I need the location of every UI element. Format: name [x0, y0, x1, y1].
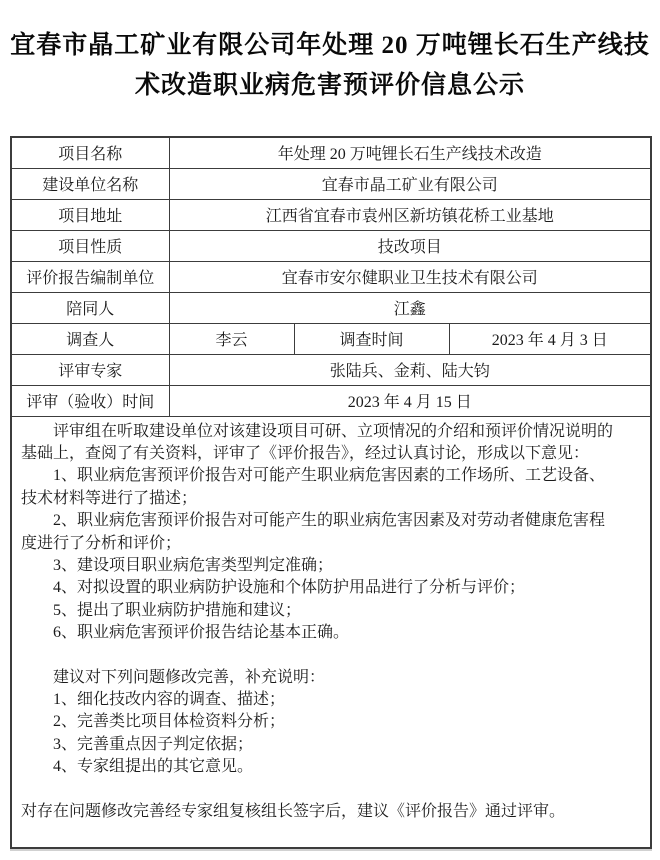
table-row — [11, 137, 651, 168]
row-label: 评审（验收）时间 — [11, 385, 169, 416]
survey-time-label: 调查时间 — [294, 323, 449, 354]
page-title-line-1: 宜春市晶工矿业有限公司年处理 20 万吨锂长石生产线技 — [10, 32, 650, 59]
page-title — [10, 26, 650, 106]
row-value: 技改项目 — [169, 230, 651, 261]
survey-person: 李云 — [169, 323, 294, 354]
review-line: 4、对拟设置的职业病防护设施和个体防护用品进行了分析与评价； — [53, 579, 526, 597]
row-label: 项目性质 — [11, 230, 169, 261]
review-line: 4、专家组提出的其它意见。 — [53, 758, 254, 776]
row-label: 项目名称 — [11, 137, 169, 168]
review-line: 1、细化技改内容的调查、描述； — [53, 690, 286, 708]
row-value: 宜春市安尔健职业卫生技术有限公司 — [169, 261, 651, 292]
review-line: 评审组在听取建设单位对该建设项目可研、立项情况的介绍和预评价情况说明的 — [53, 422, 614, 440]
row-value: 江鑫 — [169, 292, 651, 323]
row-value: 宜春市晶工矿业有限公司 — [169, 168, 651, 199]
review-opinion-cell — [11, 416, 651, 848]
table-row — [11, 385, 651, 416]
row-label: 项目地址 — [11, 199, 169, 230]
row-label: 评审专家 — [11, 354, 169, 385]
review-line: 5、提出了职业病防护措施和建议； — [53, 601, 302, 619]
row-label: 陪同人 — [11, 292, 169, 323]
row-value: 江西省宜春市袁州区新坊镇花桥工业基地 — [169, 199, 651, 230]
table-row — [11, 199, 651, 230]
table-row-review — [11, 416, 651, 848]
row-value: 年处理 20 万吨锂长石生产线技术改造 — [169, 137, 651, 168]
survey-label: 调查人 — [11, 323, 169, 354]
row-value: 2023 年 4 月 15 日 — [169, 385, 651, 416]
review-line: 3、完善重点因子判定依据； — [53, 735, 254, 753]
survey-time-value: 2023 年 4 月 3 日 — [449, 323, 651, 354]
table-row — [11, 168, 651, 199]
table-row — [11, 292, 651, 323]
row-label: 建设单位名称 — [11, 168, 169, 199]
review-line: 技术材料等进行了描述； — [21, 489, 198, 507]
table-row — [11, 354, 651, 385]
row-label: 评价报告编制单位 — [11, 261, 169, 292]
info-table — [10, 136, 652, 849]
table-row — [11, 261, 651, 292]
review-line: 6、职业病危害预评价报告结论基本正确。 — [53, 624, 350, 642]
review-line: 度进行了分析和评价； — [21, 534, 182, 552]
review-line: 2、完善类比项目体检资料分析； — [53, 713, 286, 731]
table-row-survey — [11, 323, 651, 354]
review-suggestion-heading: 建议对下列问题修改完善，补充说明： — [53, 668, 326, 686]
review-line: 1、职业病危害预评价报告对可能产生职业病危害因素的工作场所、工艺设备、 — [53, 467, 606, 485]
review-line: 基础上，查阅了有关资料，评审了《评价报告》，经过认真讨论，形成以下意见： — [21, 444, 590, 462]
page-title-line-2: 术改造职业病危害预评价信息公示 — [134, 72, 525, 99]
table-row — [11, 230, 651, 261]
review-line: 3、建设项目职业病危害类型判定准确； — [53, 556, 334, 574]
row-value: 张陆兵、金莉、陆大钧 — [169, 354, 651, 385]
review-line: 2、职业病危害预评价报告对可能产生的职业病危害因素及对劳动者健康危害程 — [53, 512, 606, 530]
review-conclusion: 对存在问题修改完善经专家组复核组长签字后，建议《评价报告》通过评审。 — [21, 802, 566, 820]
